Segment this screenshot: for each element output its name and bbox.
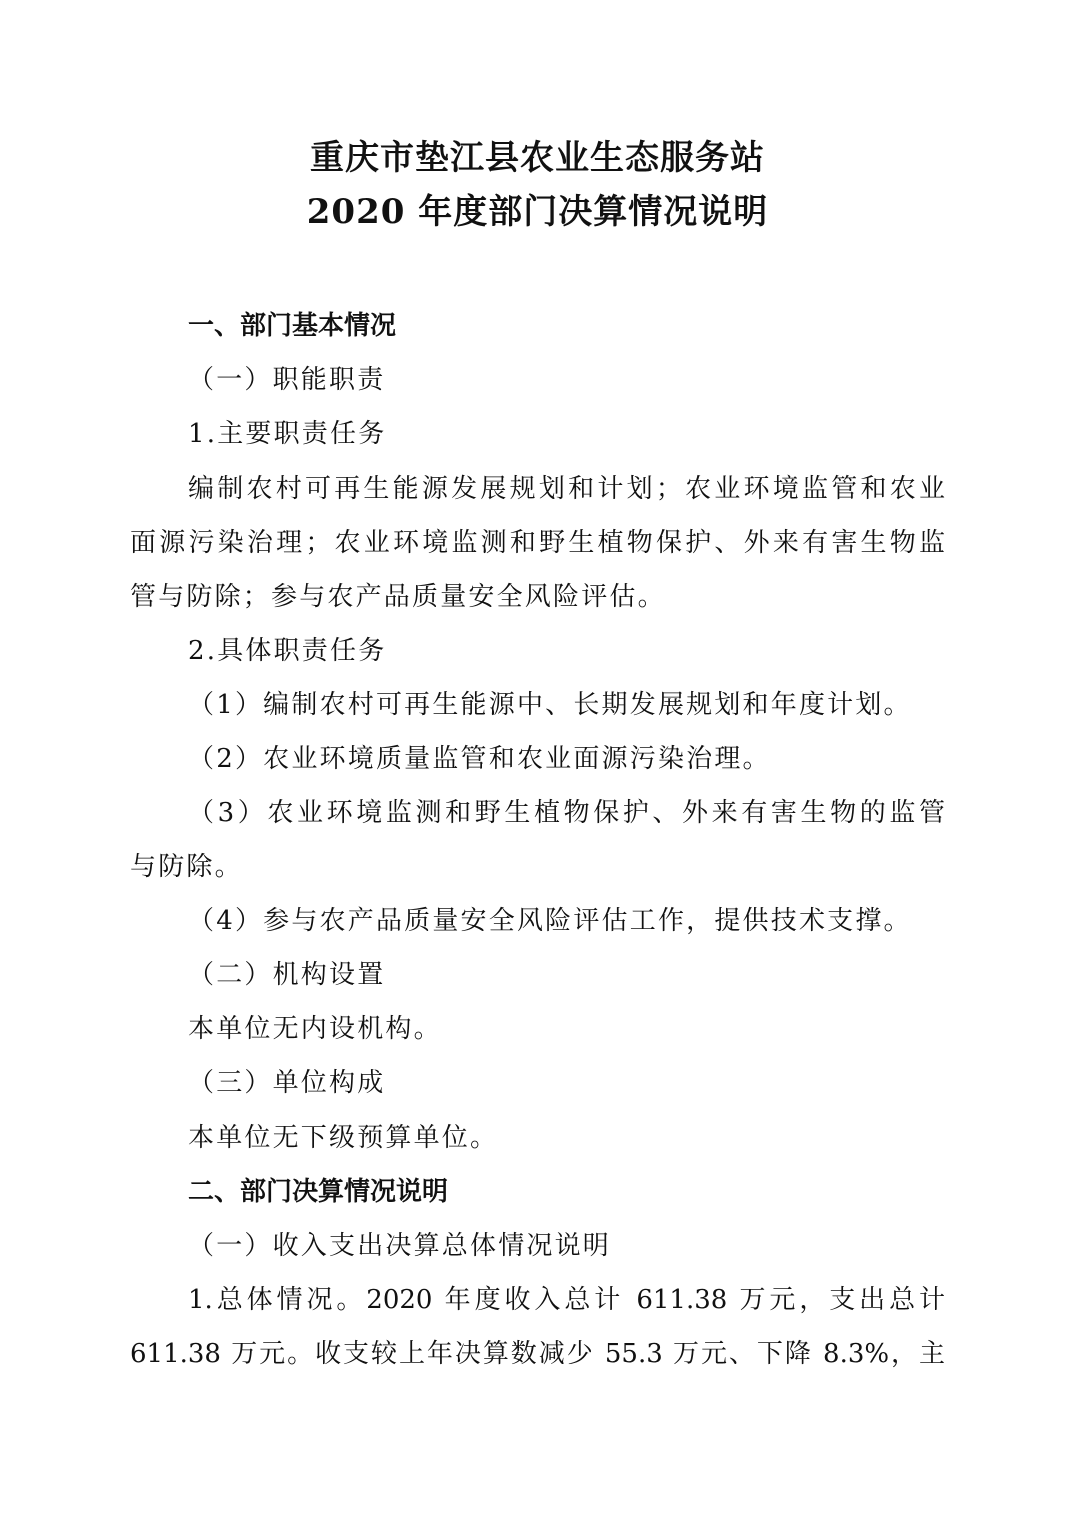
paragraph-line: 管与防除；参与农产品质量安全风险评估。	[130, 582, 666, 612]
subsection-heading-organization: （二）机构设置	[188, 960, 386, 990]
section-heading-2: 二、部门决算情况说明	[188, 1177, 449, 1207]
subsection-heading-functions: （一）职能职责	[188, 365, 386, 395]
section-heading-1: 一、部门基本情况	[188, 311, 397, 341]
list-item-3: （3）农业环境监测和野生植物保护、外来有害生物的监管	[188, 798, 945, 828]
subsection-heading-overview: （一）收入支出决算总体情况说明	[188, 1231, 612, 1261]
paragraph-line: 本单位无下级预算单位。	[188, 1123, 499, 1153]
list-item-2: （2）农业环境质量监管和农业面源污染治理。	[188, 744, 771, 774]
paragraph-line: 611.38 万元。收支较上年决算数减少 55.3 万元、下降 8.3%，主	[130, 1339, 945, 1369]
subsection-heading-units: （三）单位构成	[188, 1068, 386, 1098]
paragraph-line: 本单位无内设机构。	[188, 1014, 442, 1044]
document-title-line-2: 2020 年度部门决算情况说明	[306, 192, 769, 232]
document-title-line-1: 重庆市垫江县农业生态服务站	[310, 138, 765, 178]
paragraph-line: 面源污染治理；农业环境监测和野生植物保护、外来有害生物监	[130, 528, 945, 558]
list-item-4: （4）参与农产品质量安全风险评估工作，提供技术支撑。	[188, 906, 912, 936]
item-heading-specific-duties: 2.具体职责任务	[188, 636, 387, 666]
list-item-1: （1）编制农村可再生能源中、长期发展规划和年度计划。	[188, 690, 912, 720]
paragraph-line: 1.总体情况。2020 年度收入总计 611.38 万元，支出总计	[188, 1285, 945, 1315]
list-item-3-continued: 与防除。	[130, 852, 243, 882]
paragraph-line: 编制农村可再生能源发展规划和计划；农业环境监管和农业	[188, 474, 945, 504]
item-heading-main-duties: 1.主要职责任务	[188, 419, 387, 449]
